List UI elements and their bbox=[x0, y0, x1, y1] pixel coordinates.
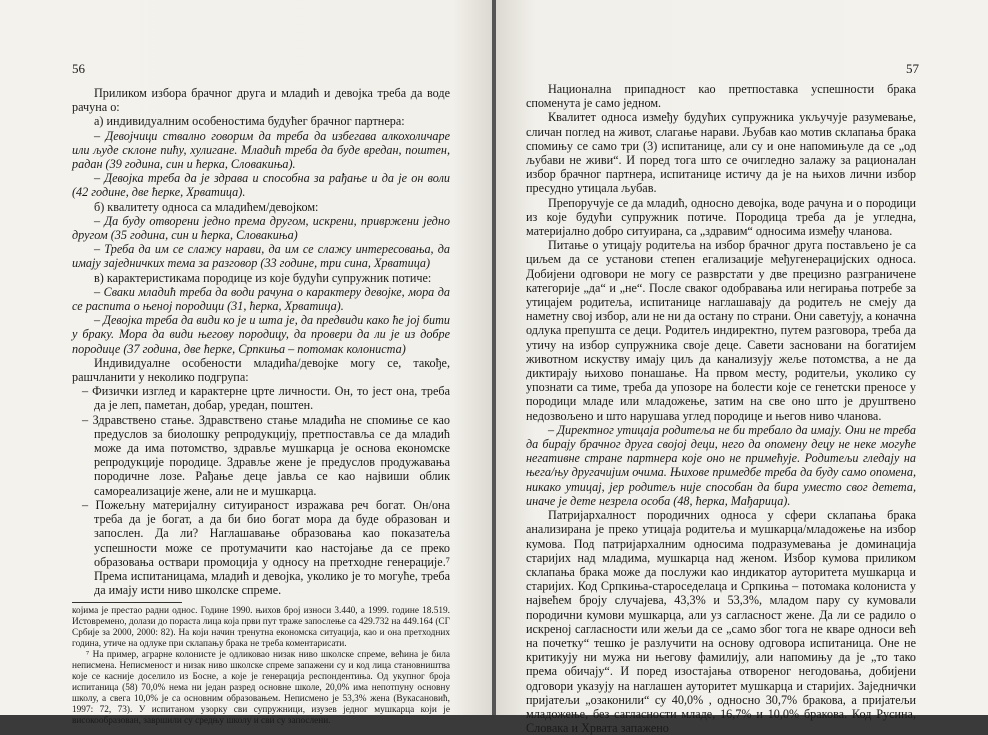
page-number: 57 bbox=[906, 61, 919, 76]
footnote: ⁷ На пример, аграрне колонисте је одликовао низак ниво школске спреме, већина је била неписмена. Неписменост и низак ниво школске спреме запажени су и код лица становништва које се касније доселило из Босне, а које је генерација респондентиња. Од укупног броја испитаница (58) 70,0% нема ни један разред основне школе, 20,0% има непотпуну основну школу, а свега 10,0% је са основним образовањем. Неписмено је 53,3% жена (Вукасановић, 1997: 72, 73). У испитаном узорку сви супружници, изузев једног мушкарца који је високообразован, завршили су средњу школу и сви су запослени. bbox=[72, 650, 450, 727]
left-body-text bbox=[72, 86, 450, 727]
quote-paragraph: – Девојка треба да је здрава и способна за рађање и да је он воли (42 године, две ћерке, Хрватица). bbox=[72, 171, 450, 200]
paragraph: в) карактеристикама породице из које будући супружник потиче: bbox=[94, 270, 432, 285]
footnote-rule bbox=[72, 602, 182, 603]
paragraph: Приликом избора брачног друга и младић и девојка треба да воде рачуна о: bbox=[72, 86, 450, 115]
quote-paragraph: – Директног утицаја родитеља не би требало да имају. Они не треба да бирају брачног друга својој деци, него да опомену децу не неке могуће негативне стране партнера које оно не примећује. Родитељи гледају на њега/њу другачијим очима. Њихове примедбе треба да буду само опомена, никако утицај, јер родитељ није способан да бира уместо свог детета, иначе је дете незрела особа (48, ћерка, Мађарица). bbox=[526, 422, 916, 508]
list-item: – Здравствено стање. Здравствено стање младића не спомиње се као предуслов за биолошку репродукцију, претпоставља се да младић може да има потомство, здравље мушкарца је основа економске репродукције породице. Здравље жене је предуслов продужавања породичне лозе. Рађање деце јавља се као највиши облик самореализације жене, али не и мушкарца. bbox=[82, 412, 450, 498]
paragraph: Питање о утицају родитеља на избор брачног друга постављено је са циљем да се установи степен егализације међугенерацијских односа. Добијени одговори не могу се разврстати у две прецизно разграничене категорије „да“ и „не“. После сваког одобравања или негирања потребе за утицајем родитеља, испитанице наглашавају да родитељ не смеју да наметну свој избор, али не ни да остану по страни. Они саветују, а коначна одлука препушта се деци. Родитељ индиректно, путем разговора, треба да утичу на избор супружника своје деце. Савети засновани на богатијем животном искуству имају циљ да канализују жеље потомства, а не да диктирају њихово понашање. На првом месту, родитељи, уколико су упознати са тиме, треба да упозоре на болести које се генетски преносе у породици младе или младожење, затим на све оно што је друштвено недозвољено и што нарушава углед породице и његов ниво чланова. bbox=[526, 238, 916, 423]
paragraph: Патријархалност породичних односа у сфери склапања брака анализирана је преко утицаја родитеља и мушкарца/младожење на избор кумова. Под патријархалним односима подразумевања је доминација старијих над младима, мушкарца над женом. Избор кумова приликом склапања брака може да послужи као индикатор ауторитета мушкарца и старијих. Код Српкиња-староседелаца и Српкиња – потомака колониста у највећем броју случајева, 43,3% и 53,3%, младом пару су кумовали породични кумови мушкарца, али уз сагласност жене. Да ли се радило о искреној сагласности или жељи да се „само због тога не кваре односи већ на почетку“ тешко је разлучити на основу одговора испитаница. Оне не критикују ни мужа ни његову фамилију, али напомињу да је „то тако према обичају“. И поред изостајања отвореног негодовања, добијени одговори указују на наглашен ауторитет мушкарца и старијих. Заједнички пријатељи „озаконили“ су 40,0% , односно 30,7% бракова, а пријатељи младожење, без сагласности младе, 16,7% и 10,0% бракова. Код Русина, Словака и Хрвата запажено bbox=[526, 508, 916, 735]
paragraph: Препоручује се да младић, односно девојка, воде рачуна и о породици из које будући супружник потиче. Породица треба да је угледна, материјално добро ситуирана, са „здравим“ односима између чланова. bbox=[526, 195, 916, 239]
quote-paragraph: – Девојчици ствално говорим да треба да избегава алкохоличаре или људе склоне пићу, хулигане. Младић треба да буде вредан, поштен, радан (39 година, син и ћерка, Словакиња). bbox=[72, 128, 450, 172]
right-body-text bbox=[526, 82, 916, 735]
quote-paragraph: – Девојка треба да види ко је и шта је, да предвиди како ће јој бити у браку. Мора да види његову породицу, да провери да ли је из добре породице (37 година, две ћерке, Српкиња – потомак колониста) bbox=[72, 313, 450, 356]
left-page bbox=[0, 0, 492, 727]
list-item: – Физички изглед и карактерне црте личности. Он, то јест она, треба да је леп, паметан, добар, уредан, поштен. bbox=[82, 384, 450, 413]
footnotes bbox=[72, 606, 450, 727]
right-page bbox=[496, 0, 988, 735]
paragraph: Национална припадност као претпоставка успешности брака споменута је само једном. bbox=[526, 82, 916, 111]
quote-paragraph: – Да буду отворени једно према другом, искрени, привржени једно другом (35 година, син и ћерка, Словакиња) bbox=[72, 213, 450, 243]
paragraph: Индивидуалне особености младића/девојке могу се, такође, рашчланити у неколико подгрупа: bbox=[72, 355, 450, 385]
quote-paragraph: – Сваки младић треба да води рачуна о карактеру девојке, мора да се распита о њеној породици (31, ћерка, Хрватица). bbox=[72, 284, 450, 314]
quote-paragraph: – Треба да им се слажу нарави, да им се слажу интересовања, да имају заједничких тема за разговор (33 године, три сина, Хрватица) bbox=[72, 242, 450, 271]
page-number: 56 bbox=[72, 61, 85, 76]
paragraph: Квалитет односа између будућих супружника укључује разумевање, сличан поглед на живот, слагање нарави. Љубав као мотив склапања брака спомињу се само три (3) испитанице, али су и оне напомињуле да се „од љубави не живи“. И поред тога што се очигледно залажу за рационалан избор брачног партнера, испитанице истичу да је на њихов лични избор пресудно утицала љубав. bbox=[526, 110, 916, 196]
paragraph: а) индивидуалним особеностима будућег брачног партнера: bbox=[94, 114, 405, 129]
footnote: којима је престао радни однос. Године 1990. њихов број износи 3.440, а 1999. године 18.519. Истовремено, долази до пораста лица која први пут траже запослење са 429.732 на 449.164 (СГ Србије за 2000, 2000: 82). На који начин тренутна економска ситуација, као и она претходних година, утиче на одлуке при склапању брака не треба коментарисати. bbox=[72, 606, 450, 650]
paragraph: б) квалитету односа са младићем/девојком: bbox=[94, 199, 319, 214]
list-item: – Пожељну материјалну ситуираност изражава реч богат. Он/она треба да је богат, а да би био богат мора да буде образован и запослен. Да ли? Наглашавање образовања као показатеља успешности може се протумачити као настојање да се преко образовања оствари промоција у односу на претходне генерације.⁷ Према испитаницама, младић и девојка, уколико је то могуће, треба да имају исти ниво школске спреме. bbox=[82, 497, 450, 598]
